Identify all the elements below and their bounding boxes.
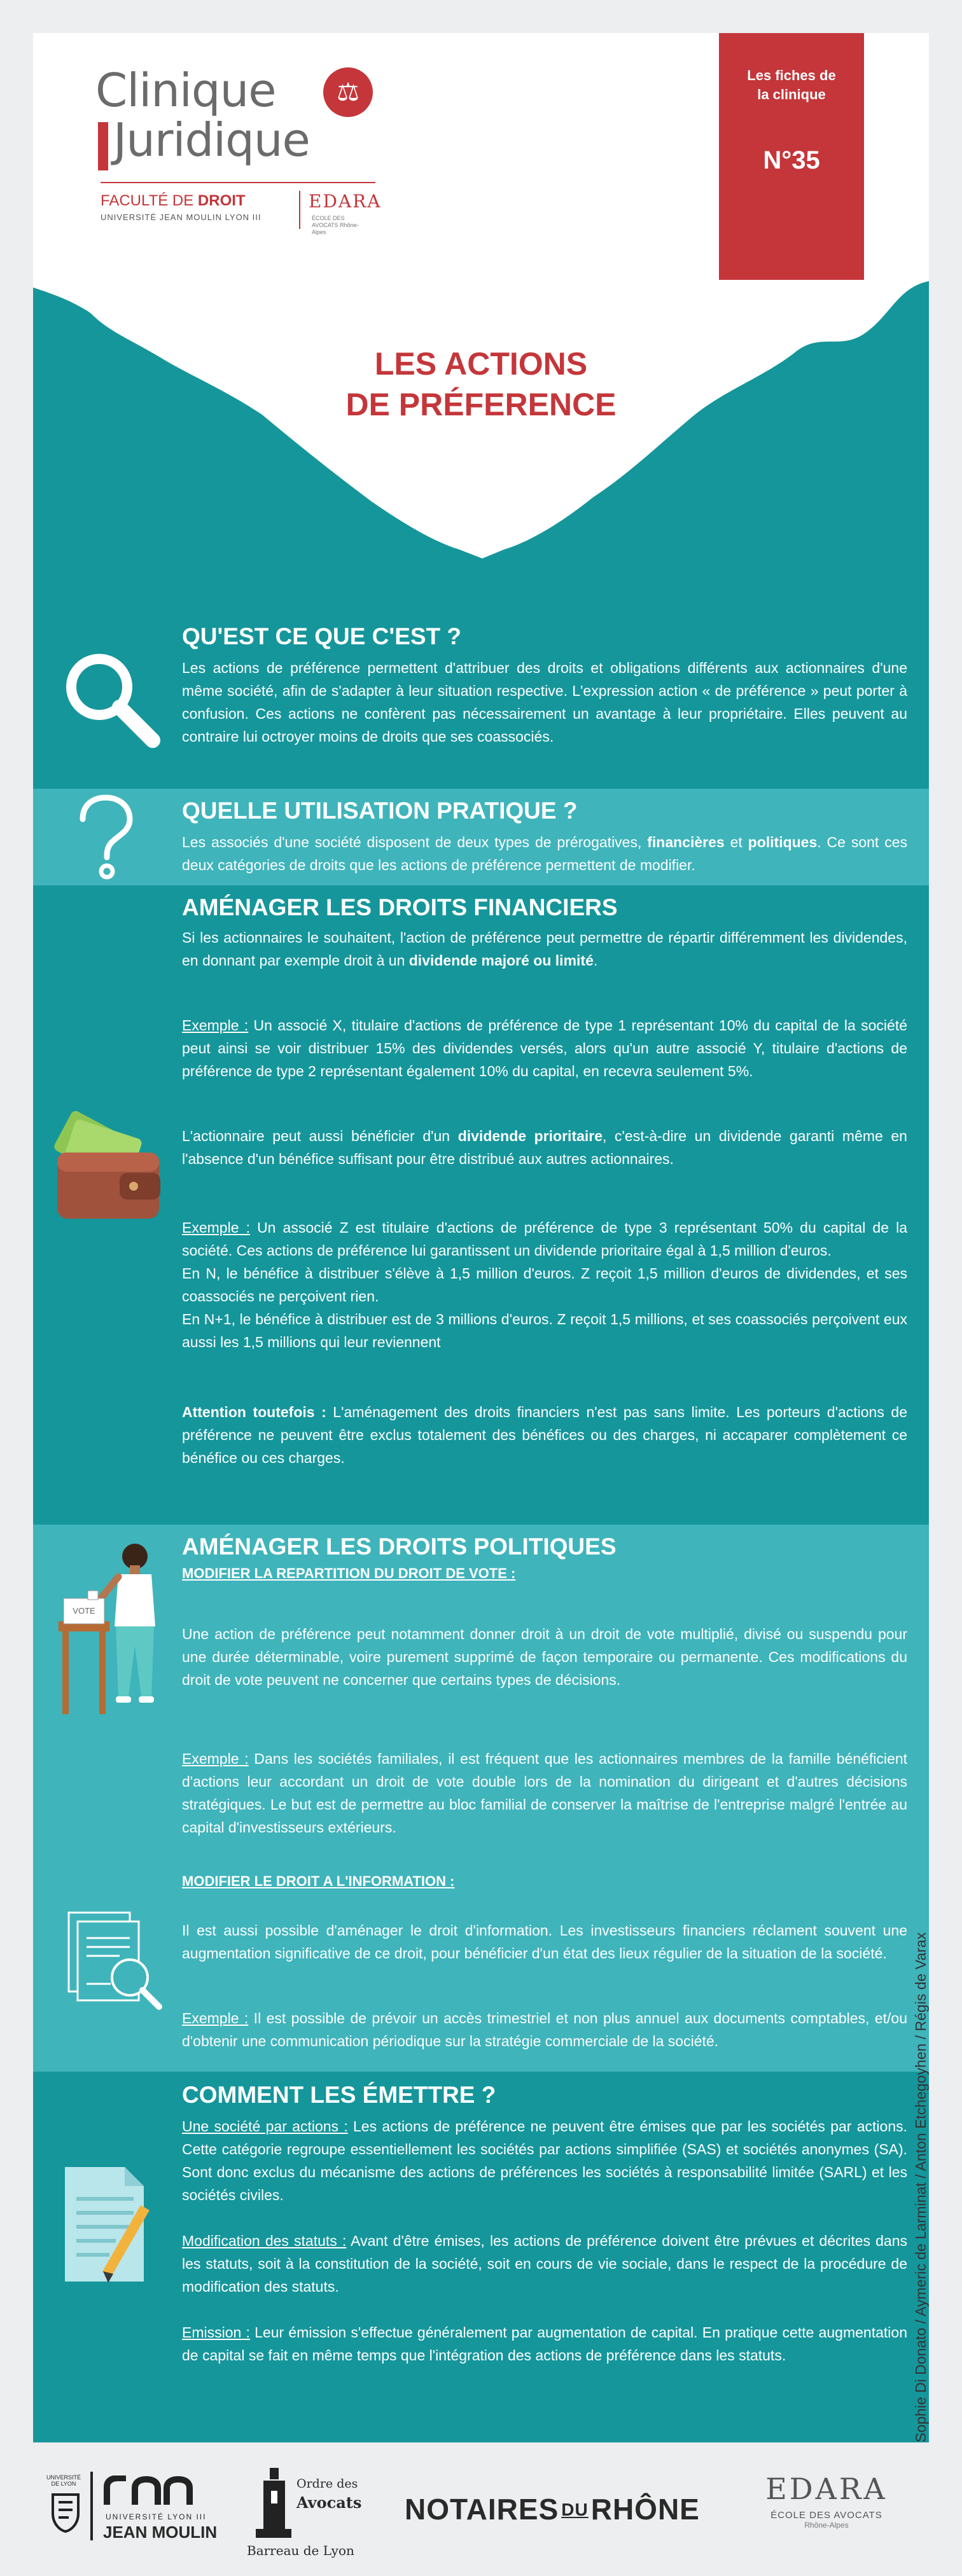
section-how-to-issue [33,2072,929,2442]
partner-logos [0,2449,962,2576]
subheading-vote: MODIFIER LA REPARTITION DU DROIT DE VOTE : [182,1565,516,1581]
authors-credit: Sophie Di Donato / Aymeric de Larminat / Anton Etchegoyhen / Régis de Varax [912,1932,929,2442]
university-label: UNIVERSITÉ JEAN MOULIN LYON III [101,212,261,222]
section-heading: QU'EST CE QUE C'EST ? [182,623,462,649]
title-line-1: LES ACTIONS [374,346,588,382]
logo-divider [101,182,375,183]
header [33,33,929,612]
ribbon-label: Les fiches de la clinique [747,67,836,102]
edara-subtitle: ÉCOLE DES AVOCATS Rhône-Alpes [312,215,359,235]
section-financial-rights [33,885,929,1525]
notaires-du-rhone-logo: NOTAIRES DURHÔNE [405,2493,700,2526]
vote-paragraph: Une action de préférence peut notamment donner droit à un droit de vote multiplié, divisé ou suspendu pour une durée déterminable, voire purement supprimé de façon temporaire ou permanente. Ces modifications du droit de vote peuvent ne concerner que certains types de décisions. [182,1626,907,1688]
sheet-ribbon [719,33,864,280]
warning-paragraph: Attention toutefois : L'aménagement des droits financiers n'est pas sans limite. Les porteurs d'actions de préférence ne peuvent être exclus totalement des bénéfices ou des charges, ni accaparer complètement ce bénéfice ou ces charges. [182,1404,907,1466]
universite-lyon3-logo: UNIVERSITÉ DE LYON UNIVERSITÉ LYON III JEAN MOULIN [45,2472,235,2542]
company-paragraph: Une société par actions : Les actions de préférence ne peuvent être émises que par les sociétés par actions. Cette catégorie regroupe essentiellement les sociétés par actions simplifiée (SAS) et sociétés anonymes (SA). Sont donc exclus du mécanisme des actions de préférences les sociétés à responsabilité limitée (SARL) et les sociétés civiles. [182,2118,907,2203]
document-search-icon [50,1906,171,2021]
document-pen-icon [46,2154,173,2294]
section-practical-use [33,789,929,885]
priority-dividend-paragraph: L'actionnaire peut aussi bénéficier d'un dividende prioritaire, c'est-à-dire un dividende garanti même en l'absence d'un bénéfice suffisant pour être distribué aux autres actionnaires. [182,1128,907,1167]
example-2: Exemple : Un associé Z est titulaire d'actions de préférence de type 3 représentant 50% du capital de la société. Ces actions de préférence lui garantissent un dividende prioritaire égal à 1,5 million d'euros. En N, le bénéfice à distribuer s'élève à 1,5 million d'euros. Z reçoit 1,5 million d'euros de dividendes, et ses coassociés ne perçoivent rien. En N+1, le bénéfice à distribuer est de 3 millions d'euros. Z reçoit 1,5 millions, et ses coassociés perçoivent eux aussi les 1,5 millions qui leur reviennent [182,1219,907,1350]
section-heading: COMMENT LES ÉMETTRE ? [182,2082,496,2108]
sheet-number: N°35 [763,146,820,174]
title-line-2: DE PRÉFERENCE [345,387,617,422]
subheading-information: MODIFIER LE DROIT A L'INFORMATION : [182,1873,455,1889]
section-heading: QUELLE UTILISATION PRATIQUE ? [182,798,578,824]
dividend-paragraph: Si les actionnaires le souhaitent, l'action de préférence peut permettre de répartir différemment les dividendes, en donnant par exemple droit à un dividende majoré ou limité. [182,929,907,969]
information-paragraph: Il est aussi possible d'aménager le droit d'information. Les investisseurs financiers réclament souvent une augmentation significative de ce droit, pour bénéficier d'un état des lieux régulier de la situation de la société. [182,1922,907,1962]
information-example: Exemple : Il est possible de prévoir un accès trimestriel et non plus annuel aux documents comptables, et/ou d'obtenir une communication périodique sur la stratégie commerciale de la société. [182,2010,907,2049]
logo-line-2: Juridique [113,113,310,167]
info-sheet [33,33,929,2442]
vote-example: Exemple : Dans les sociétés familiales, il est fréquent que les actionnaires membres de la famille bénéficient d'actions leur accordant un droit de vote double lors de la nomination du dirigeant et d'autres décisions stratégiques. Le but est de permettre au bloc familial de conserver la maîtrise de l'entreprise malgré l'entrée au capital d'investisseurs extérieurs. [182,1750,907,1836]
logo-line-1: Clinique [95,64,276,117]
ballot-box-label: VOTE [73,1606,95,1616]
voter-ballot-icon [52,1537,173,1722]
wallet-icon [45,1102,172,1229]
emission-paragraph: Emission : Leur émission s'effectue généralement par augmentation de capital. En pratique cette augmentation de capital se fait en même temps que l'intégration des actions de préférence dans les statuts. [182,2324,907,2364]
question-mark-icon [70,794,140,880]
logo-vertical-divider [299,191,300,229]
example-1: Exemple : Un associé X, titulaire d'actions de préférence de type 1 représentant 10% du capital de la société peut ainsi se voir distribuer 15% des dividendes versés, alors qu'un autre associé Y, titulaire d'actions de préférence de type 2 représentant également 10% du capital, en recevra seulement 5%. [182,1017,908,1079]
jean-moulin-mark [101,2476,215,2507]
section-what-is-it [33,612,929,789]
section-political-rights [33,1525,929,2072]
page-title [33,343,929,425]
edara-logo: EDARA [309,191,382,212]
edara-footer-logo: EDARA ÉCOLE DES AVOCATS Rhône-Alpes [765,2472,888,2530]
section-heading: AMÉNAGER LES DROITS POLITIQUES [182,1534,617,1560]
magnifier-icon [57,646,165,754]
statutes-paragraph: Modification des statuts : Avant d'être émises, les actions de préférence doivent être prévues et décrites dans les statuts, soit à la constitution de la société, soit en cours de vie sociale, dans le respect de la procédure de modification des statuts. [182,2233,907,2295]
section-text: Les actions de préférence permettent d'attribuer des droits et obligations différents aux actionnaires d'une même société, afin de s'adapter à leur situation respective. L'expression action « de préférence » peut porter à confusion. Ces actions ne confèrent pas nécessairement un avantage à leur propriétaire. Elles peuvent au contraire lui octroyer moins de droits que ses coassociés. [182,660,907,745]
section-heading: AMÉNAGER LES DROITS FINANCIERS [182,894,618,920]
logo-red-bar [98,122,108,170]
section-text: Les associés d'une société disposent de deux types de prérogatives, financières et politiques. Ce sont ces deux catégories de droits que les actions de préférence permettent de modifier. [182,834,907,873]
faculty-label: FACULTÉ DE DROIT [101,192,246,209]
tower-icon [254,2465,293,2542]
scale-icon: ⚖ [323,67,373,117]
ordre-avocats-logo: Ordre des Avocats Barreau de Lyon [247,2462,374,2563]
clinique-juridique-logo [95,64,388,248]
lion-icon [50,2488,81,2533]
